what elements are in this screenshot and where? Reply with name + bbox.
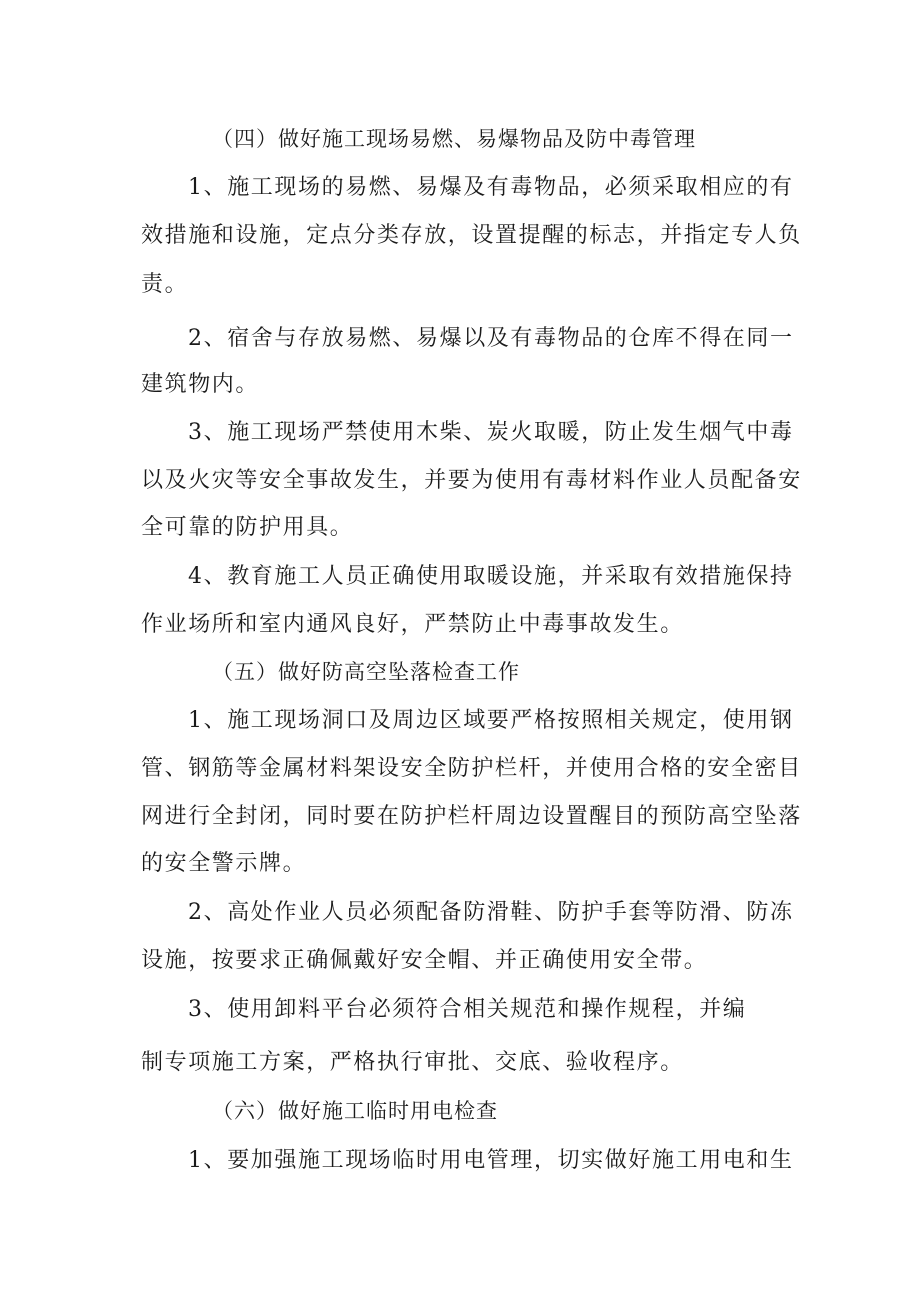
paragraph-line: 2、高处作业人员必须配备防滑鞋、防护手套等防滑、防冻 <box>188 900 794 925</box>
paragraph-line: 全可靠的防护用具。 <box>141 515 354 540</box>
paragraph-line: 3、施工现场严禁使用木柴、炭火取暖，防止发生烟气中毒 <box>188 420 794 445</box>
paragraph-line: 1、施工现场洞口及周边区域要严格按照相关规定，使用钢 <box>188 708 794 733</box>
paragraph-line: 网进行全封闭，同时要在防护栏杆周边设置醒目的预防高空坠落 <box>141 804 802 829</box>
section-heading-4: （四）做好施工现场易燃、易爆物品及防中毒管理 <box>212 127 696 151</box>
paragraph-line: 1、施工现场的易燃、易爆及有毒物品，必须采取相应的有 <box>188 175 794 200</box>
section-heading-6: （六）做好施工临时用电检查 <box>212 1099 498 1123</box>
paragraph-line: 制专项施工方案，严格执行审批、交底、验收程序。 <box>141 1050 684 1075</box>
paragraph-line: 责。 <box>141 272 189 297</box>
paragraph-line: 作业场所和室内通风良好，严禁防止中毒事故发生。 <box>141 612 684 637</box>
paragraph-line: 2、宿舍与存放易燃、易爆以及有毒物品的仓库不得在同一 <box>188 326 794 351</box>
paragraph-line: 以及火灾等安全事故发生，并要为使用有毒材料作业人员配备安 <box>141 468 802 493</box>
paragraph-line: 管、钢筋等金属材料架设安全防护栏杆，并使用合格的安全密目 <box>141 756 802 781</box>
paragraph-line: 1、要加强施工现场临时用电管理，切实做好施工用电和生 <box>188 1148 794 1173</box>
paragraph-line: 4、教育施工人员正确使用取暖设施，并采取有效措施保持 <box>188 564 794 589</box>
paragraph-line: 设施，按要求正确佩戴好安全帽、并正确使用安全带。 <box>141 948 708 973</box>
paragraph-line: 效措施和设施，定点分类存放，设置提醒的标志，并指定专人负 <box>141 223 802 248</box>
paragraph-line: 3、使用卸料平台必须符合相关规范和操作规程，并编 <box>188 997 747 1022</box>
paragraph-line: 建筑物内。 <box>141 372 260 397</box>
paragraph-line: 的安全警示牌。 <box>141 851 307 876</box>
section-heading-5: （五）做好防高空坠落检查工作 <box>212 660 520 684</box>
